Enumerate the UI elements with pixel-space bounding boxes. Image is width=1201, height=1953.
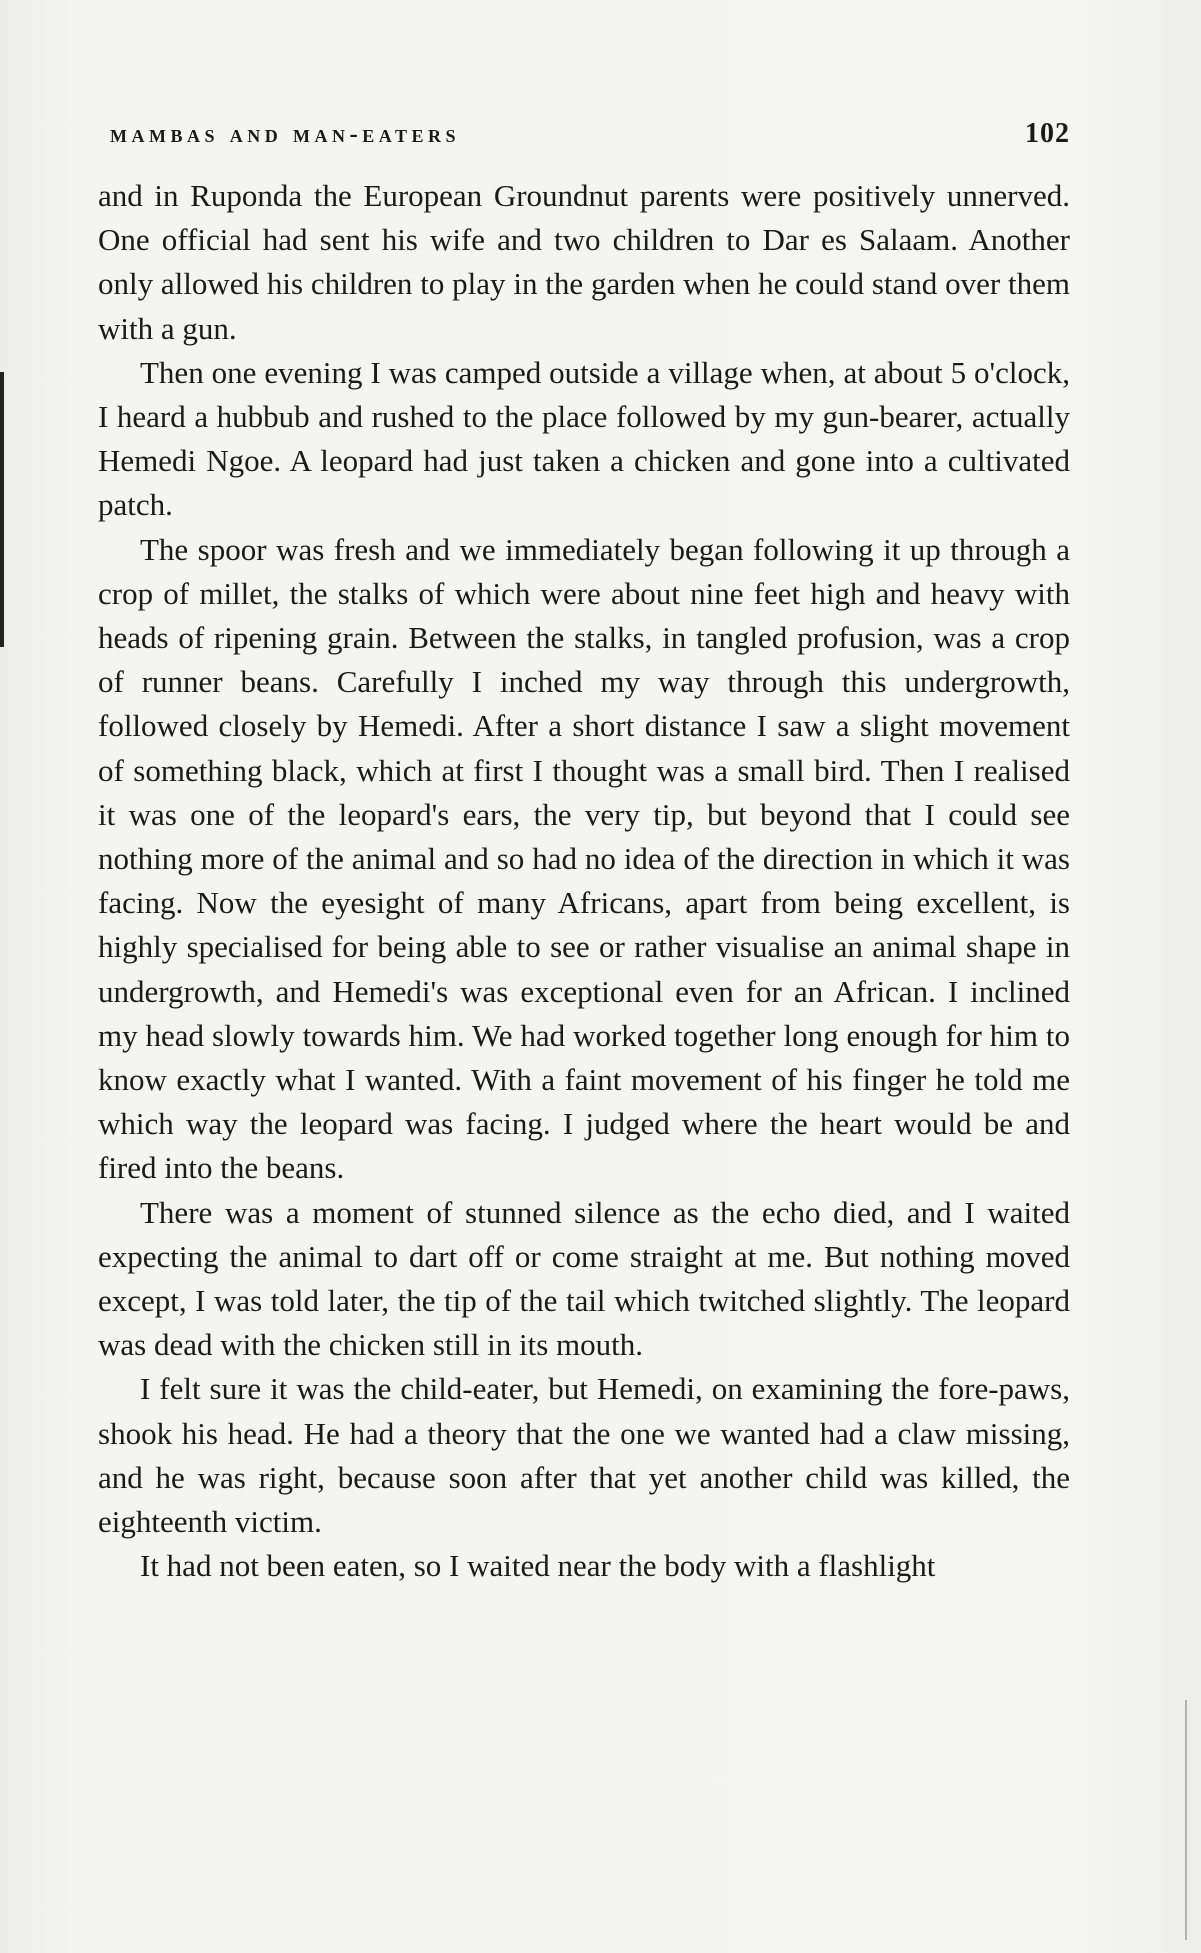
paragraph: I felt sure it was the child-eater, but Hemedi, on examining the fore-paws, shook his head. He had a theory that the one we wanted had a claw missing, and he was right, because soon after that yet another child was killed, the eighteenth victim.: [98, 1371, 1070, 1540]
scan-edge-mark: [0, 372, 4, 647]
body-text: [98, 174, 1070, 1589]
paragraph: The spoor was fresh and we immediately began following it up through a crop of millet, the stalks of which were about nine feet high and heavy with heads of ripening grain. Between the stalks, in tangled profusion, was a crop of runner beans. Carefully I inched my way through this undergrowth, followed closely by Hemedi. After a short distance I saw a slight movement of something black, which at first I thought was a small bird. Then I realised it was one of the leopard's ears, the very tip, but beyond that I could see nothing more of the animal and so had no idea of the direction in which it was facing. Now the eyesight of many Africans, apart from being excellent, is highly specialised for being able to see or rather visualise an animal shape in undergrowth, and Hemedi's was exceptional even for an African. I inclined my head slowly towards him. We had worked together long enough for him to know exactly what I wanted. With a faint movement of his finger he told me which way the leopard was facing. I judged where the heart would be and fired into the beans.: [98, 531, 1070, 1186]
paragraph: It had not been eaten, so I waited near the body with a flashlight: [140, 1548, 936, 1584]
page-edge-shadow: [1185, 1700, 1187, 1940]
page-header: [110, 118, 1070, 158]
paragraph: and in Ruponda the European Groundnut parents were positively unnerved. One official had sent his wife and two children to Dar es Salaam. Another only allowed his children to play in the garden when he could stand over them with a gun.: [98, 178, 1070, 346]
paragraph: There was a moment of stunned silence as the echo died, and I waited expecting the animal to dart off or come straight at me. But nothing moved except, I was told later, the tip of the tail which twitched slightly. The leopard was dead with the chicken still in its mouth.: [98, 1194, 1070, 1363]
running-head: mambas and man-eaters: [110, 121, 460, 148]
page-number: 102: [1025, 118, 1070, 149]
paragraph: Then one evening I was camped outside a village when, at about 5 o'clock, I heard a hubbub and rushed to the place followed by my gun-bearer, actually Hemedi Ngoe. A leopard had just taken a chicken and gone into a cultivated patch.: [98, 354, 1070, 523]
